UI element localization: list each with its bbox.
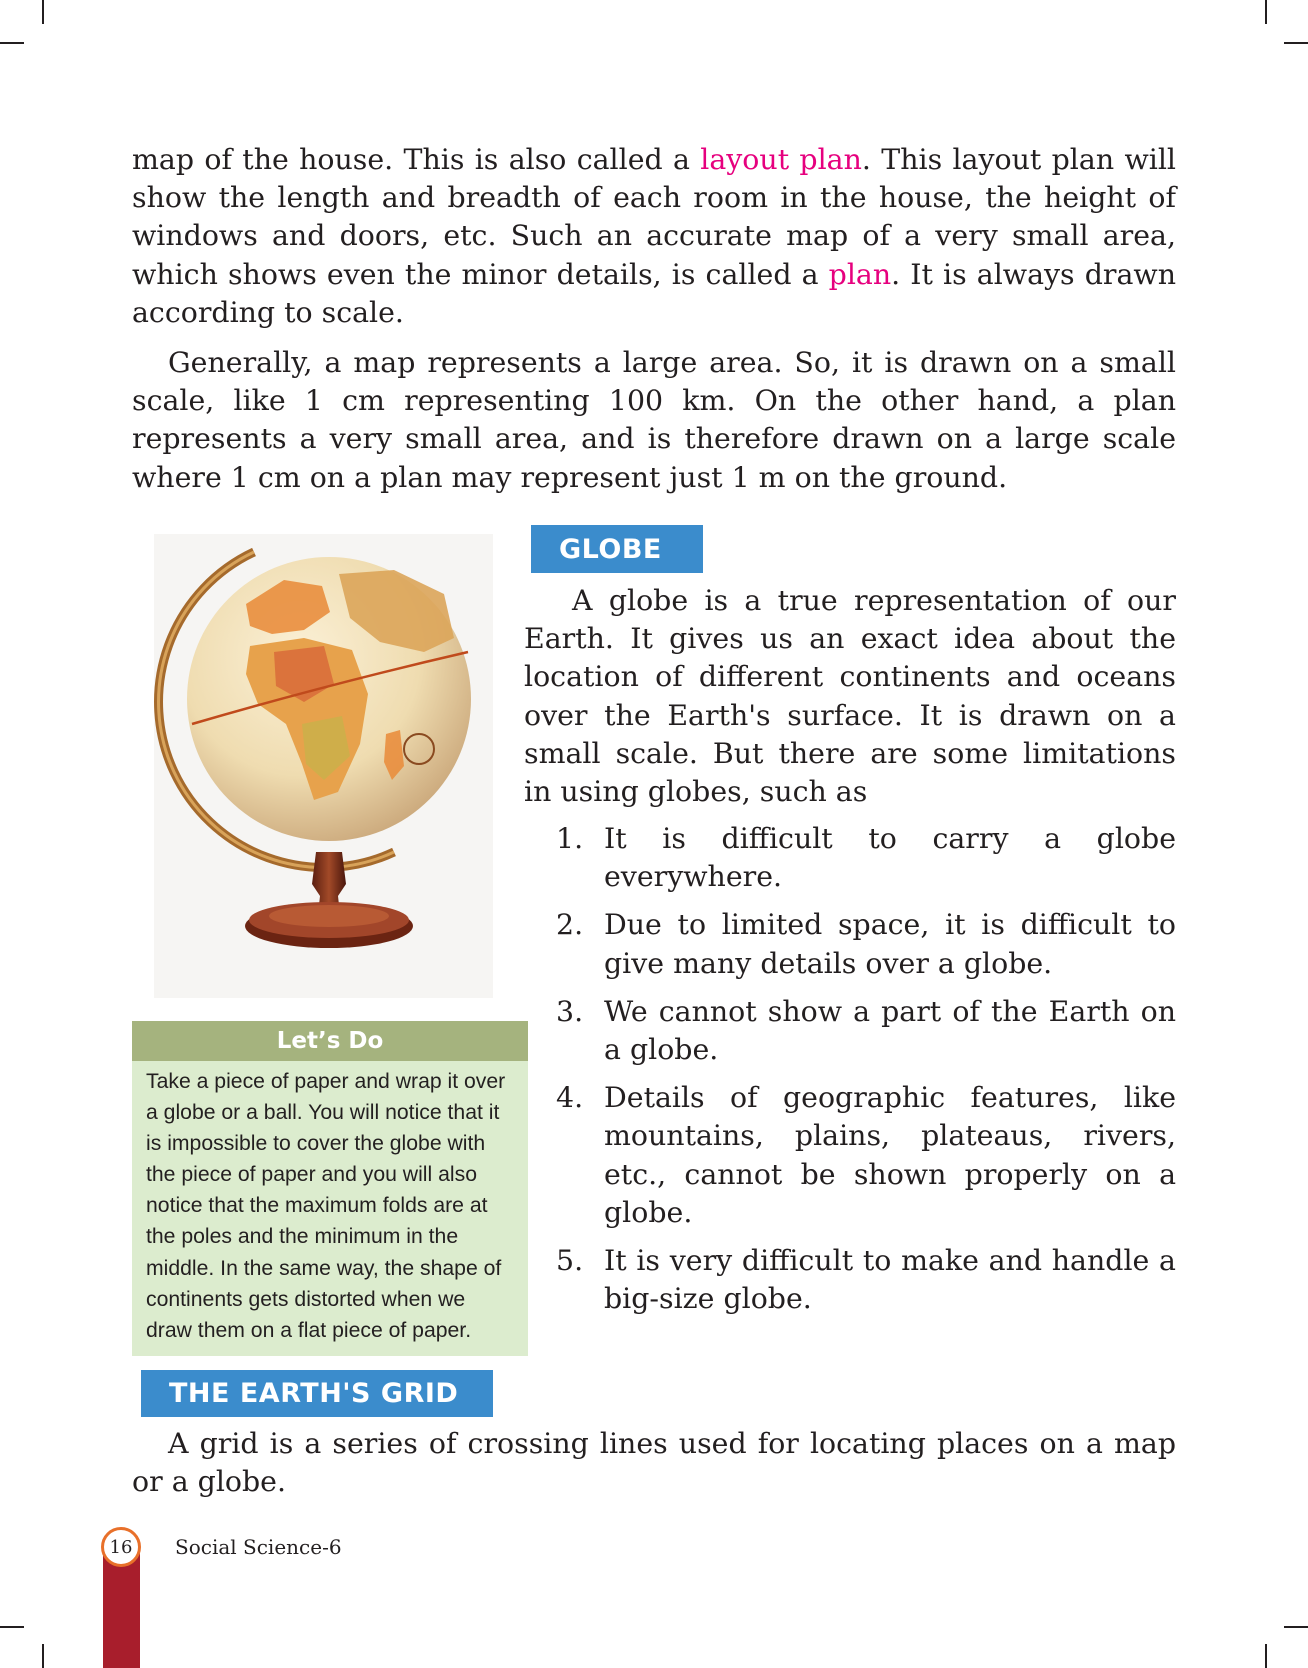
list-item: 4. Details of geographic features, like mountains, plains, plateaus, rivers, etc., cannot be shown properly on a globe. <box>556 1081 1176 1229</box>
crop-mark <box>1265 1644 1267 1668</box>
book-title: Social Science-6 <box>175 1535 342 1559</box>
list-item: 2. Due to limited space, it is difficult to give many details over a globe. <box>556 908 1176 980</box>
crop-mark <box>42 0 44 24</box>
lets-do-body: Take a piece of paper and wrap it over a globe or a ball. You will notice that it is impossible to cover the globe with the piece of paper and you will also notice that the maximum folds are at the poles and the minimum in the middle. In the same way, the shape of continents gets distorted when we draw them on a flat piece of paper. <box>132 1061 528 1356</box>
crop-mark <box>42 1644 44 1668</box>
grid-paragraph: A grid is a series of crossing lines used for locating places on a map or a globe. <box>132 1427 1176 1499</box>
crop-mark <box>0 1626 24 1628</box>
globe-heading: GLOBE <box>531 525 703 573</box>
term-layout-plan: layout plan <box>700 143 862 176</box>
list-item: 3. We cannot show a part of the Earth on a globe. <box>556 994 1176 1067</box>
globe-image <box>154 534 493 998</box>
page-number: 16 <box>101 1527 141 1567</box>
list-item: 1. It is difficult to carry a globe everywhere. <box>556 822 1176 894</box>
globe-icon <box>154 534 493 998</box>
crop-mark <box>1284 1626 1308 1628</box>
intro-paragraph-1: map of the house. This is also called a layout plan. This layout plan will show the length and breadth of each room in the house, the height of windows and doors, etc. Such an accurate map of a very small area, which shows even the minor details, is called a plan. It is always drawn according to scale. <box>132 143 1176 329</box>
limitations-list <box>556 820 1176 1328</box>
crop-mark <box>1265 0 1267 24</box>
intro-paragraph-2: Generally, a map represents a large area. So, it is drawn on a small scale, like 1 cm representing 100 km. On the other hand, a plan represents a very small area, and is therefore drawn on a large scale where 1 cm on a plan may represent just 1 m on the ground. <box>132 346 1176 494</box>
term-plan: plan <box>828 257 892 291</box>
earths-grid-heading: THE EARTH'S GRID <box>141 1370 493 1417</box>
list-item: 5. It is very difficult to make and handle a big-size globe. <box>556 1244 1176 1316</box>
globe-paragraph: A globe is a true representation of our Earth. It gives us an exact idea about the location of different continents and oceans over the Earth's surface. It is drawn on a small scale. But there are some limitations in using globes, such as <box>524 584 1176 809</box>
crop-mark <box>0 42 24 44</box>
crop-mark <box>1284 42 1308 44</box>
lets-do-title: Let’s Do <box>132 1021 528 1061</box>
